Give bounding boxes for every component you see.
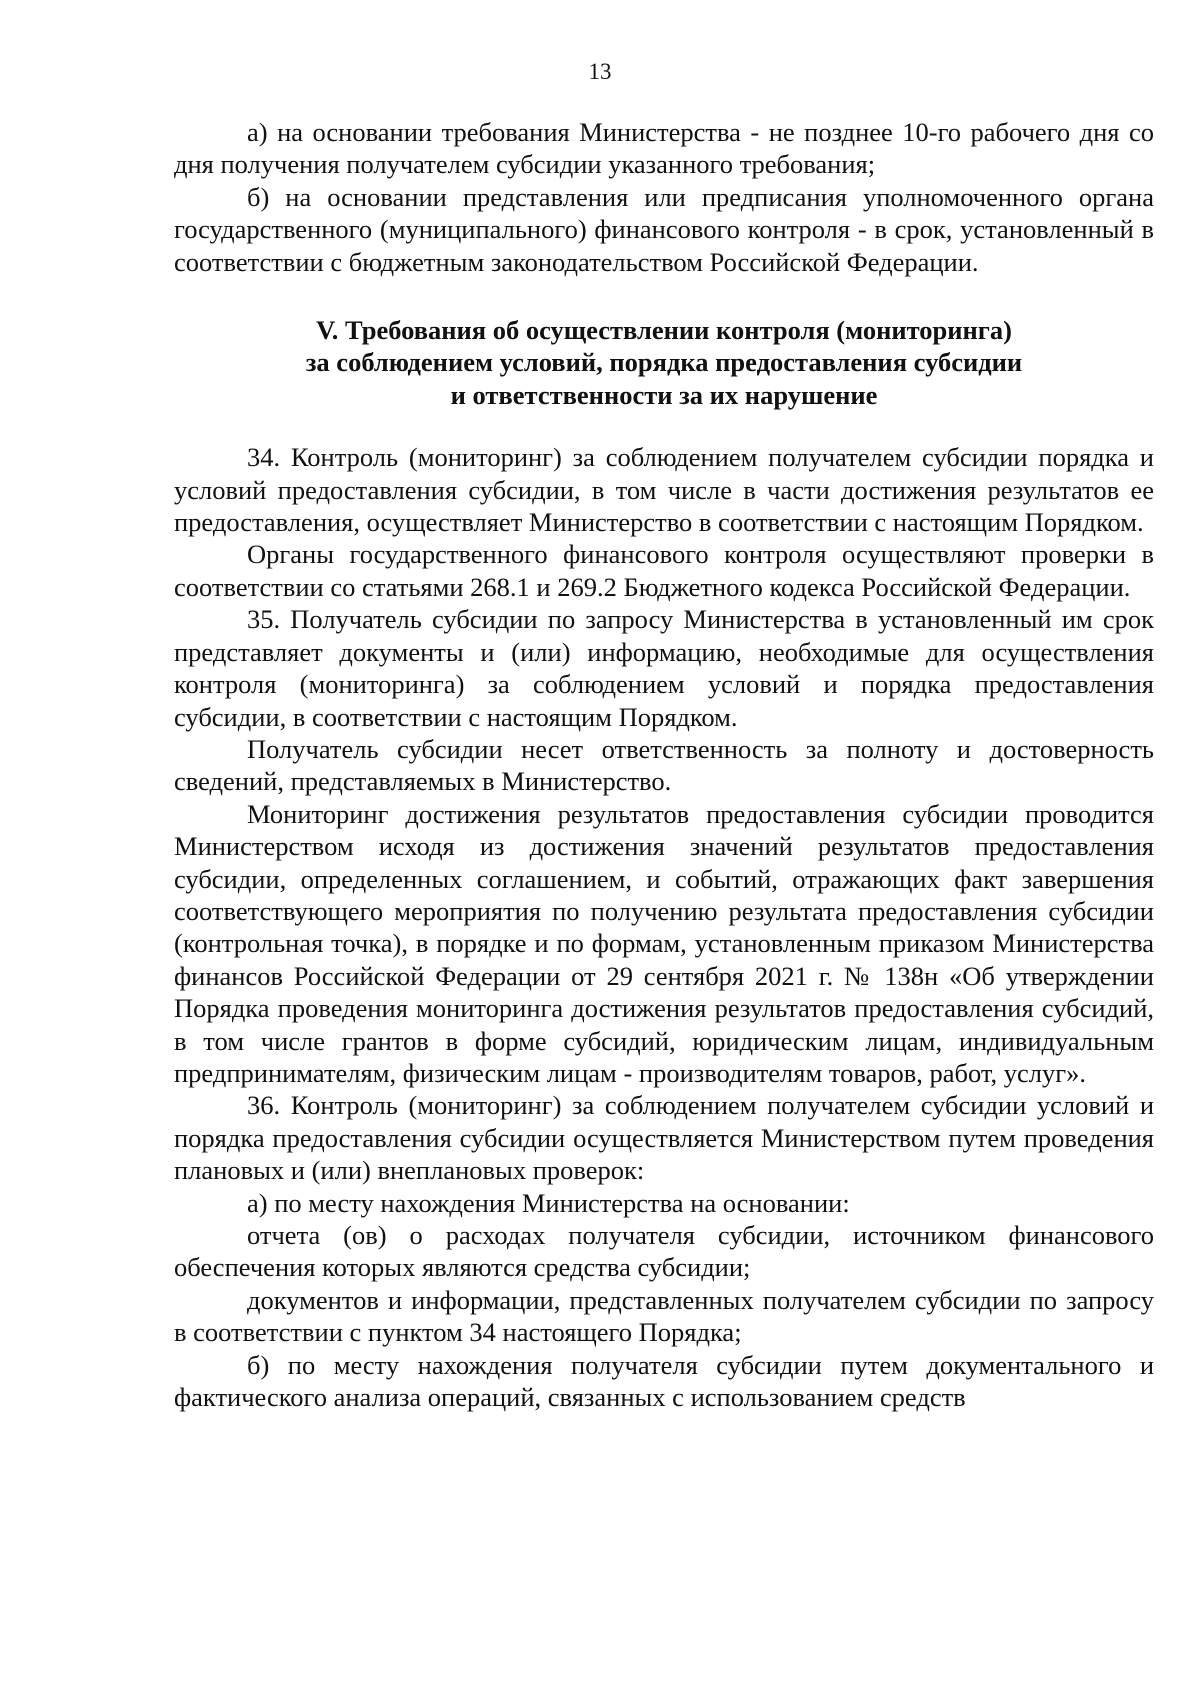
paragraph-a: а) на основании требования Министерства - не позднее 10-го рабочего дня со дня получения получателем субсидии указанного требования; bbox=[174, 117, 1154, 180]
paragraph-expense-reports: отчета (ов) о расходах получателя субсидии, источником финансового обеспечения которых являются средства субсидии; bbox=[174, 1220, 1154, 1283]
paragraph-b: б) на основании представления или предписания уполномоченного органа государственного (муниципального) финансового контроля - в срок, установленный в соответствии с бюджетным законодательством Российской Федерации. bbox=[174, 181, 1154, 277]
section-heading-line-2: за соблюдением условий, порядка предоставления субсидии bbox=[305, 347, 1023, 378]
paragraph-documents: документов и информации, представленных получателем субсидии по запросу в соответствии с пунктом 34 настоящего Порядка; bbox=[174, 1284, 1154, 1348]
paragraph-35: 35. Получатель субсидии по запросу Министерства в установленный им срок представляет документы и (или) информацию, необходимые для осуществления контроля (мониторинга) за соблюдением условий и порядка предоставления субсидии, в соответствии с настоящим Порядком. bbox=[174, 604, 1154, 732]
section-heading-line-3: и ответственности за их нарушение bbox=[450, 379, 878, 410]
paragraph-financial-control: Органы государственного финансового контроля осуществляют проверки в соответствии со статьями 268.1 и 269.2 Бюджетного кодекса Российской Федерации. bbox=[174, 539, 1154, 602]
page-number: 13 bbox=[588, 59, 612, 84]
paragraph-36: 36. Контроль (мониторинг) за соблюдением получателем субсидии условий и порядка предоставления субсидии осуществляется Министерством путем проведения плановых и (или) внеплановых проверок: bbox=[174, 1090, 1154, 1186]
section-heading bbox=[174, 314, 1154, 411]
paragraph-responsibility: Получатель субсидии несет ответственность за полноту и достоверность сведений, представляемых в Министерство. bbox=[174, 733, 1154, 797]
paragraph-36-b: б) по месту нахождения получателя субсидии путем документального и фактического анализа операций, связанных с использованием средств bbox=[174, 1349, 1154, 1413]
paragraph-monitoring: Мониторинг достижения результатов предоставления субсидии проводится Министерством исходя из достижения значений результатов предоставления субсидии, определенных соглашением, и событий, отражающих факт завершения соответствующего мероприятия по получению результата предоставления субсидии (контрольная точка), в порядке и по формам, установленным приказом Министерства финансов Российской Федерации от 29 сентября 2021 г. № 138н «Об утверждении Порядка проведения мониторинга достижения результатов предоставления субсидий, в том числе грантов в форме субсидий, юридическим лицам, индивидуальным предпринимателям, физическим лицам - производителям товаров, работ, услуг». bbox=[174, 798, 1154, 1088]
section-heading-line-1: V. Требования об осуществлении контроля (мониторинга) bbox=[316, 315, 1012, 346]
paragraph-34: 34. Контроль (мониторинг) за соблюдением получателем субсидии порядка и условий предоставления субсидии, в том числе в части достижения результатов ее предоставления, осуществляет Министерство в соответствии с настоящим Порядком. bbox=[174, 442, 1154, 538]
document-body bbox=[174, 116, 1154, 1413]
paragraph-36-a: а) по месту нахождения Министерства на основании: bbox=[247, 1187, 850, 1218]
